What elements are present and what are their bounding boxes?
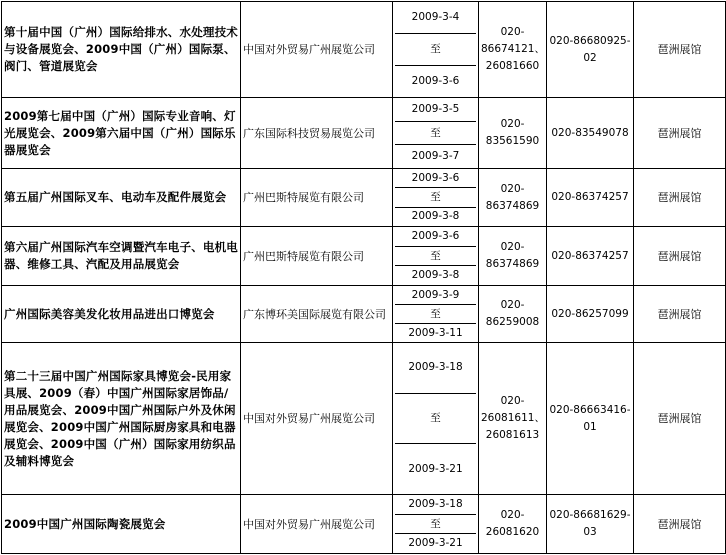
organizer: 广东博环美国际展览有限公司 (241, 286, 393, 343)
date-cell (393, 169, 479, 227)
organizer: 广州巴斯特展览有限公司 (241, 169, 393, 227)
venue: 琶洲展馆 (634, 286, 726, 343)
telephone: 020-86374869 (479, 169, 547, 227)
date-cell (393, 2, 479, 98)
start-date: 2009-3-9 (395, 286, 476, 305)
start-date: 2009-3-18 (395, 343, 476, 394)
date-to: 至 (395, 247, 476, 267)
table-row (2, 227, 726, 286)
fax: 020-83549078 (547, 98, 634, 169)
organizer: 广东国际科技贸易展览公司 (241, 98, 393, 169)
fax: 020-86681629-03 (547, 495, 634, 554)
table-row (2, 495, 726, 554)
telephone: 020-26081611、26081613 (479, 343, 547, 495)
telephone: 020-86374869 (479, 227, 547, 286)
date-cell (393, 286, 479, 343)
telephone: 020-26081620 (479, 495, 547, 554)
end-date: 2009-3-21 (408, 462, 463, 475)
start-date: 2009-3-5 (395, 98, 476, 122)
table-row (2, 169, 726, 227)
venue: 琶洲展馆 (634, 343, 726, 495)
exhibition-table-body (2, 2, 726, 554)
venue: 琶洲展馆 (634, 2, 726, 98)
exhibition-name: 第六届广州国际汽车空调暨汽车电子、电机电器、维修工具、汽配及用品展览会 (2, 227, 241, 286)
venue: 琶洲展馆 (634, 495, 726, 554)
date-cell (393, 343, 479, 495)
fax: 020-86374257 (547, 169, 634, 227)
exhibition-name: 第二十三届中国广州国际家具博览会-民用家具展、2009（春）中国广州国际家居饰品/用品展览会、2009中国广州国际户外及休闲展览会、2009中国广州国际厨房家具和电器展览会、2009中国（广州）国际家用纺织品及辅料博览会 (2, 343, 241, 495)
date-to: 至 (395, 122, 476, 146)
fax: 020-86663416-01 (547, 343, 634, 495)
end-date: 2009-3-8 (411, 210, 460, 223)
fax: 020-86374257 (547, 227, 634, 286)
telephone: 020-86259008 (479, 286, 547, 343)
date-to: 至 (395, 515, 476, 535)
date-to: 至 (395, 305, 476, 324)
exhibition-name: 2009中国广州国际陶瓷展览会 (2, 495, 241, 554)
venue: 琶洲展馆 (634, 227, 726, 286)
start-date: 2009-3-4 (395, 2, 476, 34)
table-row (2, 98, 726, 169)
organizer: 中国对外贸易广州展览公司 (241, 495, 393, 554)
date-cell (393, 227, 479, 286)
end-date: 2009-3-21 (408, 537, 463, 550)
date-to: 至 (395, 34, 476, 66)
start-date: 2009-3-18 (395, 495, 476, 515)
table-row (2, 343, 726, 495)
fax: 020-86257099 (547, 286, 634, 343)
fax: 020-86680925-02 (547, 2, 634, 98)
date-cell (393, 98, 479, 169)
exhibition-name: 2009第七届中国（广州）国际专业音响、灯光展览会、2009第六届中国（广州）国际乐器展览会 (2, 98, 241, 169)
exhibition-table (1, 1, 726, 554)
date-to: 至 (395, 188, 476, 207)
organizer: 中国对外贸易广州展览公司 (241, 343, 393, 495)
start-date: 2009-3-6 (395, 169, 476, 188)
table-row (2, 286, 726, 343)
venue: 琶洲展馆 (634, 169, 726, 227)
organizer: 广州巴斯特展览有限公司 (241, 227, 393, 286)
end-date: 2009-3-6 (411, 75, 460, 87)
exhibition-name: 第十届中国（广州）国际给排水、水处理技术与设备展览会、2009中国（广州）国际泵、阀门、管道展览会 (2, 2, 241, 98)
venue: 琶洲展馆 (634, 98, 726, 169)
exhibition-name: 第五届广州国际叉车、电动车及配件展览会 (2, 169, 241, 227)
organizer: 中国对外贸易广州展览公司 (241, 2, 393, 98)
end-date: 2009-3-8 (411, 269, 460, 282)
table-row (2, 2, 726, 98)
telephone: 020-86674121、26081660 (479, 2, 547, 98)
date-cell (393, 495, 479, 554)
end-date: 2009-3-11 (408, 326, 463, 339)
date-to: 至 (395, 394, 476, 445)
start-date: 2009-3-6 (395, 227, 476, 247)
exhibition-name: 广州国际美容美发化妆用品进出口博览会 (2, 286, 241, 343)
end-date: 2009-3-7 (411, 150, 460, 163)
telephone: 020-83561590 (479, 98, 547, 169)
